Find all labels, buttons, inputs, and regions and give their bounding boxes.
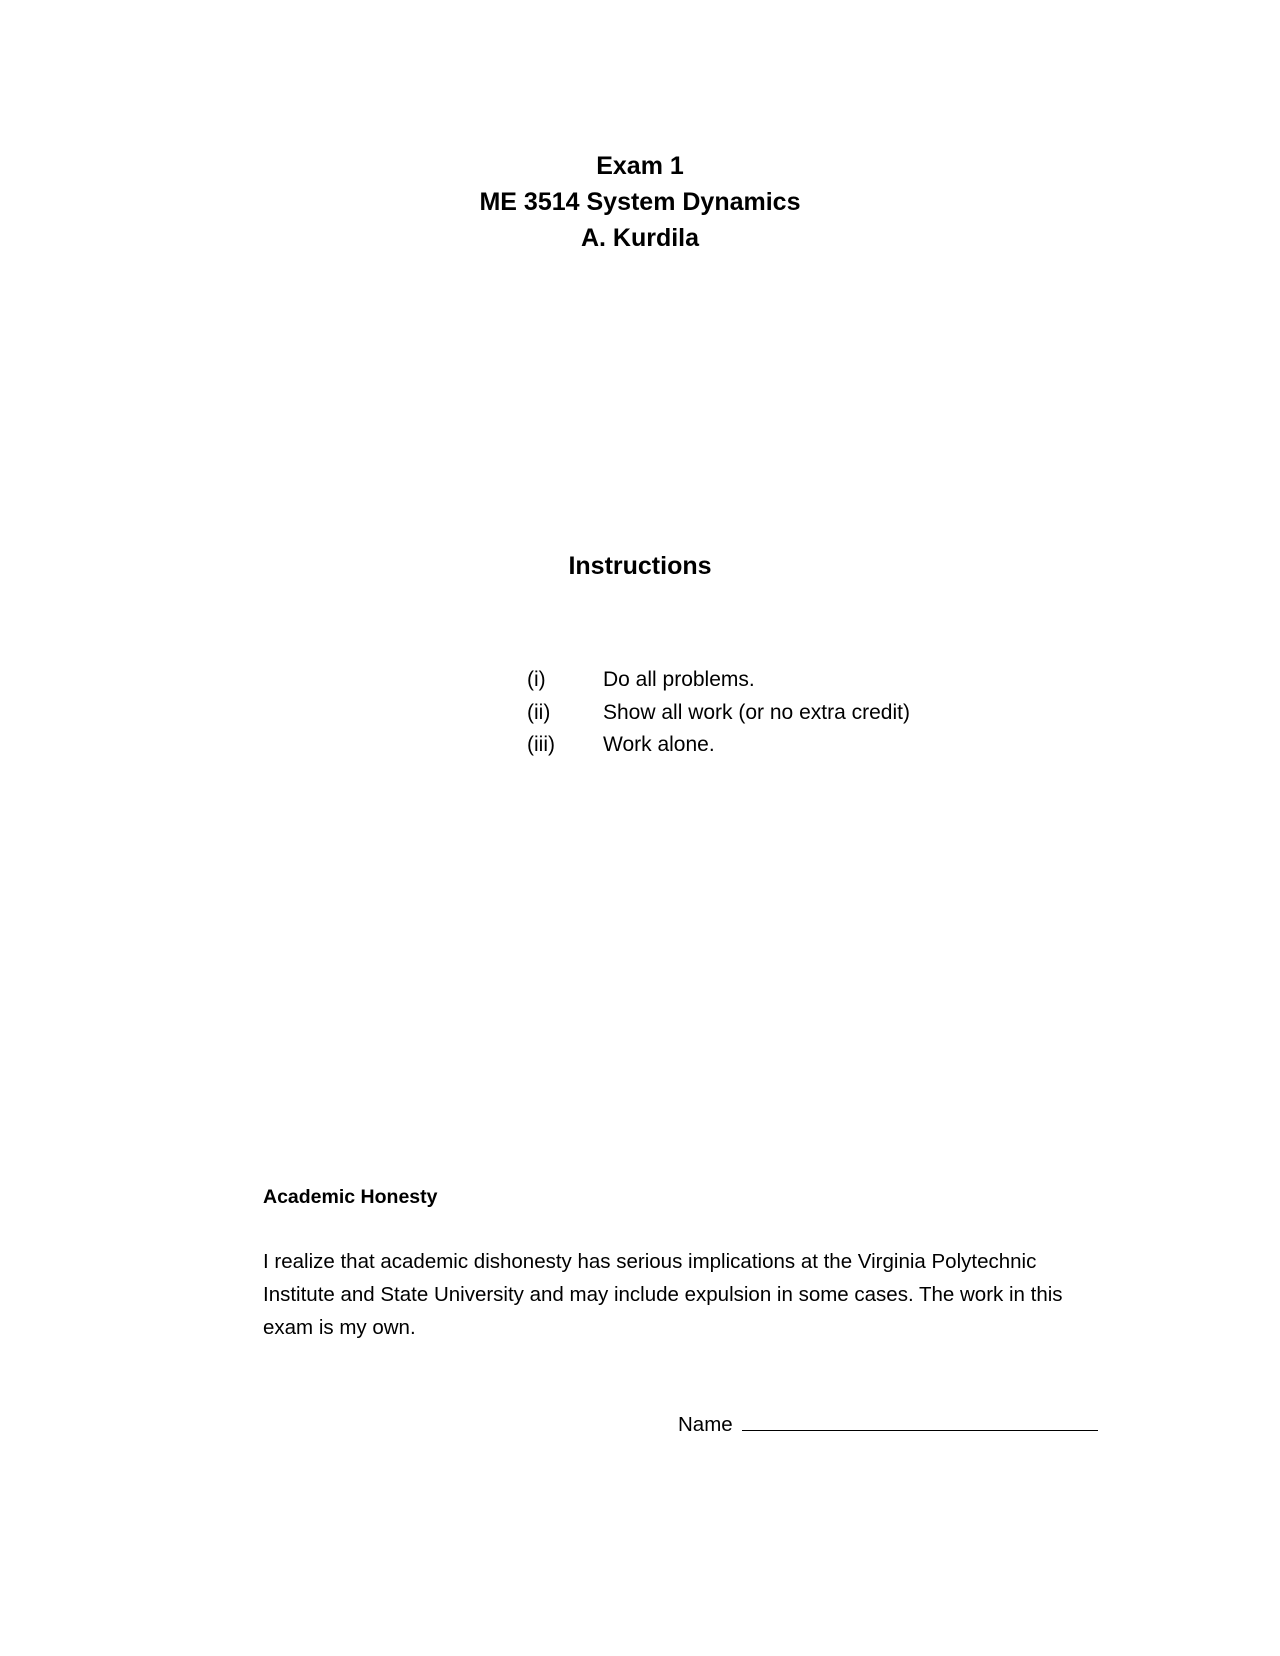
name-blank-field[interactable] (742, 1408, 1098, 1431)
instructions-heading: Instructions (568, 552, 712, 580)
course-title: ME 3514 System Dynamics (479, 188, 801, 216)
title-block (0, 148, 1280, 256)
academic-honesty-heading: Academic Honesty (263, 1186, 438, 1208)
list-item (527, 664, 910, 697)
list-item-number: (i) (527, 668, 546, 691)
name-signature-line (678, 1408, 1098, 1440)
instructor-name: A. Kurdila (580, 224, 700, 252)
list-item-text: Work alone. (603, 733, 715, 756)
list-item-number: (iii) (527, 733, 555, 756)
instructions-list (527, 664, 910, 762)
exam-title: Exam 1 (596, 152, 684, 180)
list-item-text: Show all work (or no extra credit) (603, 700, 910, 724)
list-item (527, 729, 910, 762)
list-item-number: (ii) (527, 700, 551, 724)
name-label: Name (678, 1413, 733, 1436)
list-item-text: Do all problems. (603, 668, 755, 691)
list-item (527, 697, 910, 730)
academic-honesty-statement: I realize that academic dishonesty has serious implications at the Virginia Polytechnic Institute and State University and may include expulsion in some cases. The work in this exam is my own. (263, 1250, 1063, 1339)
